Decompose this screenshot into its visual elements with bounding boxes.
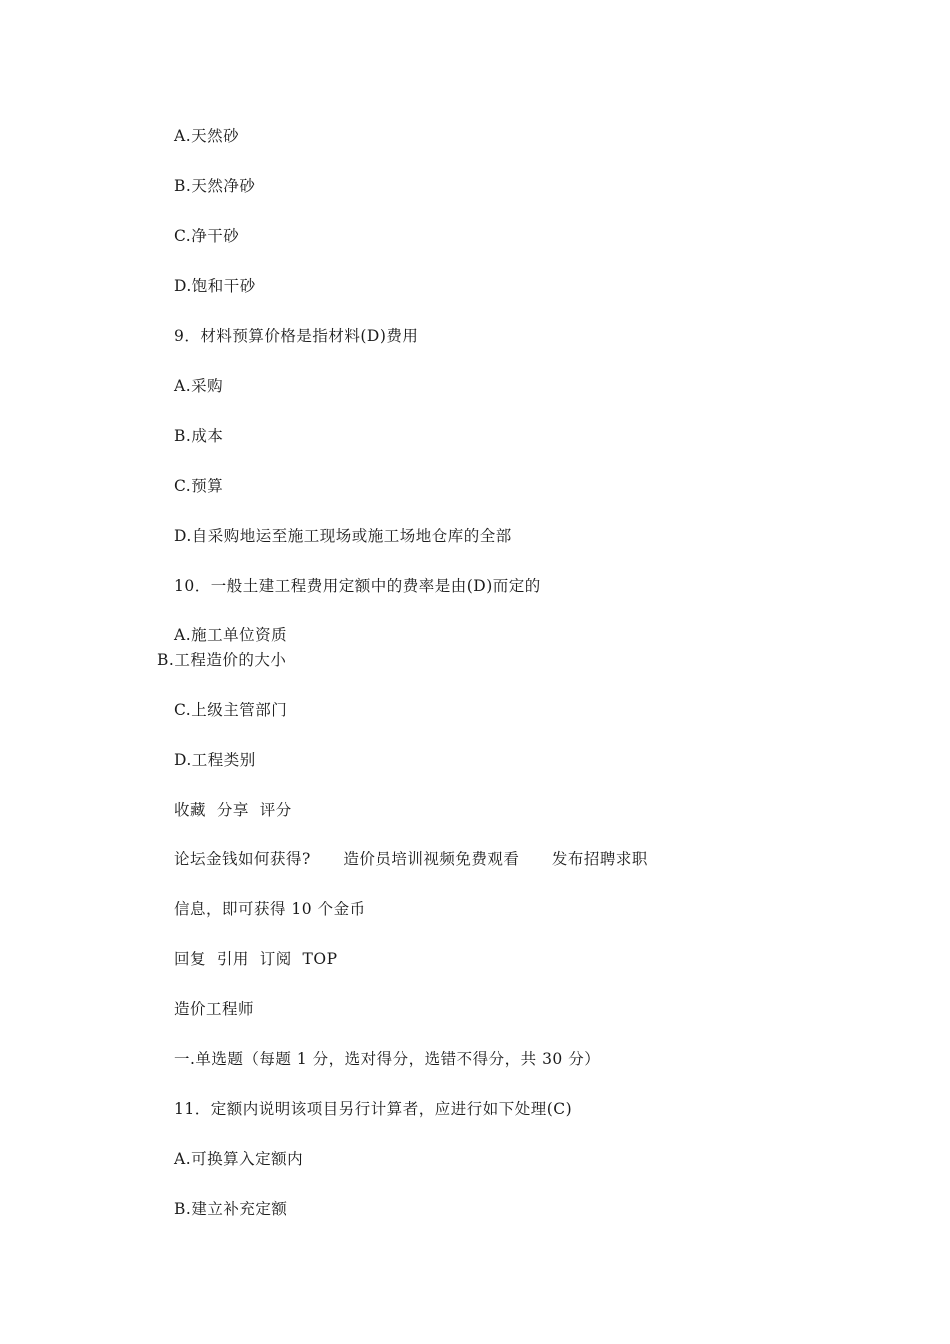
post-actions-reply-quote-subscribe-top: 回复 引用 订阅 TOP <box>174 950 338 968</box>
q9-option-b: B.成本 <box>174 427 224 445</box>
q9-option-a: A.采购 <box>174 377 224 395</box>
option-b-natural-clean-sand: B.天然净砂 <box>174 177 256 195</box>
section-single-choice-heading: 一.单选题（每题 1 分，选对得分，选错不得分，共 30 分） <box>174 1050 601 1068</box>
question-9: 9．材料预算价格是指材料(D)费用 <box>174 327 419 345</box>
q10-option-b: B.工程造价的大小 <box>157 651 287 669</box>
q11-option-b: B.建立补充定额 <box>174 1200 288 1218</box>
option-a-natural-sand: A.天然砂 <box>174 127 240 145</box>
q10-option-d: D.工程类别 <box>174 751 256 769</box>
q9-option-c: C.预算 <box>174 477 224 495</box>
question-10: 10．一般土建工程费用定额中的费率是由(D)而定的 <box>174 577 541 595</box>
question-11: 11．定额内说明该项目另行计算者，应进行如下处理(C) <box>174 1100 573 1118</box>
q9-option-d: D.自采购地运至施工现场或施工场地仓库的全部 <box>174 527 512 545</box>
q11-option-a: A.可换算入定额内 <box>174 1150 304 1168</box>
q10-option-c: C.上级主管部门 <box>174 701 288 719</box>
forum-promo-coins: 信息，即可获得 10 个金币 <box>174 900 366 918</box>
option-c-clean-dry-sand: C.净干砂 <box>174 227 240 245</box>
section-cost-engineer: 造价工程师 <box>174 1000 255 1018</box>
option-d-saturated-dry-sand: D.饱和干砂 <box>174 277 256 295</box>
forum-promo-line: 论坛金钱如何获得? 造价员培训视频免费观看 发布招聘求职 <box>174 850 648 868</box>
q10-option-a: A.施工单位资质 <box>174 626 288 644</box>
post-actions-collect-share-rate: 收藏 分享 评分 <box>174 801 292 819</box>
